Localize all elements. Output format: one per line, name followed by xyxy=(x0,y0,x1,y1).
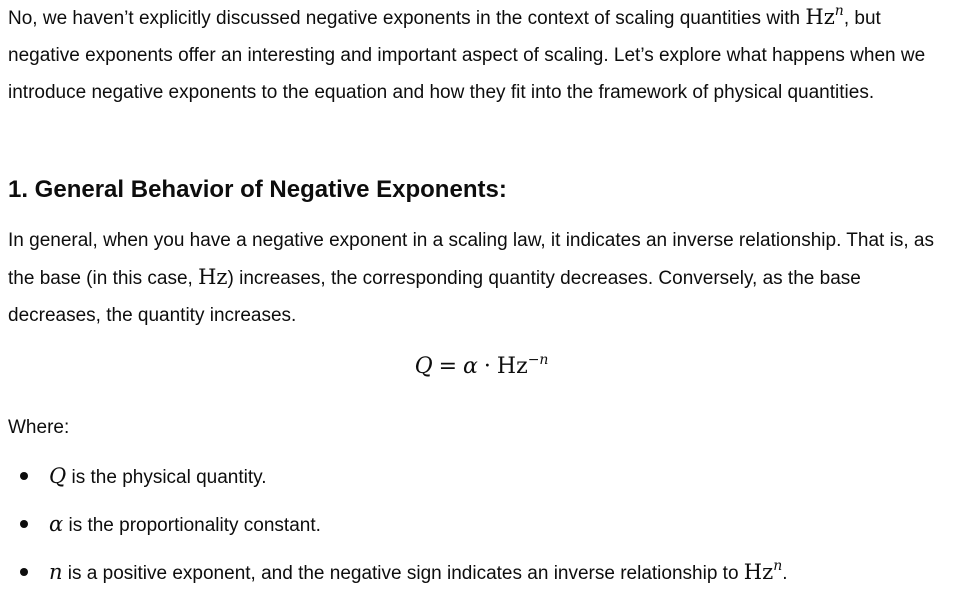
section-text-before: In general, when you have a negative exponent in a scaling law, it indicates an inverse relationship. That is, as the base (in this case, xyxy=(8,230,934,289)
list-item xyxy=(0,554,959,602)
eq-dot: · xyxy=(483,354,491,379)
eq-exponent: −n xyxy=(527,352,549,368)
bullet-text: is the physical quantity. xyxy=(66,467,267,488)
hz-base: Hz xyxy=(805,5,835,29)
hz-math-inline-2: Hz xyxy=(198,265,228,289)
eq-alpha: α xyxy=(463,354,478,379)
hz-math-inline-3 xyxy=(743,558,783,584)
intro-text-after: , but negative exponents offer an interesting and important aspect of scaling. Let’s explore what happens when we introduce negative exponents to the equation and how they fit into the framework of physical quantities. xyxy=(8,8,926,103)
bullet-text: is a positive exponent, and the negative sign indicates an inverse relationship to xyxy=(62,563,744,584)
hz-base: Hz xyxy=(743,560,774,584)
bullet-dot-icon xyxy=(20,520,28,528)
eq-equals: = xyxy=(438,354,458,379)
intro-paragraph xyxy=(8,0,956,111)
where-label: Where: xyxy=(8,417,70,438)
definition-list xyxy=(0,458,959,602)
bullet-symbol: α xyxy=(49,512,64,536)
bullet-dot-icon xyxy=(20,472,28,480)
hz-exponent: n xyxy=(773,558,783,574)
section-heading: 1. General Behavior of Negative Exponents: xyxy=(8,176,507,203)
bullet-symbol: Q xyxy=(49,464,67,488)
eq-lhs: Q xyxy=(414,354,433,379)
intro-text-before: No, we haven’t explicitly discussed negative exponents in the context of scaling quantities with xyxy=(8,8,806,29)
list-item xyxy=(0,506,959,554)
section-text-after: ) increases, the corresponding quantity decreases. Conversely, as the base decreases, the quantity increases. xyxy=(8,268,861,326)
eq-base: Hz xyxy=(496,354,528,379)
hz-math-inline xyxy=(805,3,844,29)
list-item xyxy=(0,458,959,506)
bullet-text: is the proportionality constant. xyxy=(63,515,321,536)
bullet-symbol: n xyxy=(49,560,63,584)
section-paragraph xyxy=(8,222,956,334)
bullet-tail: . xyxy=(782,563,788,584)
bullet-dot-icon xyxy=(20,568,28,576)
hz-exponent: n xyxy=(834,3,844,19)
display-equation xyxy=(0,347,959,387)
